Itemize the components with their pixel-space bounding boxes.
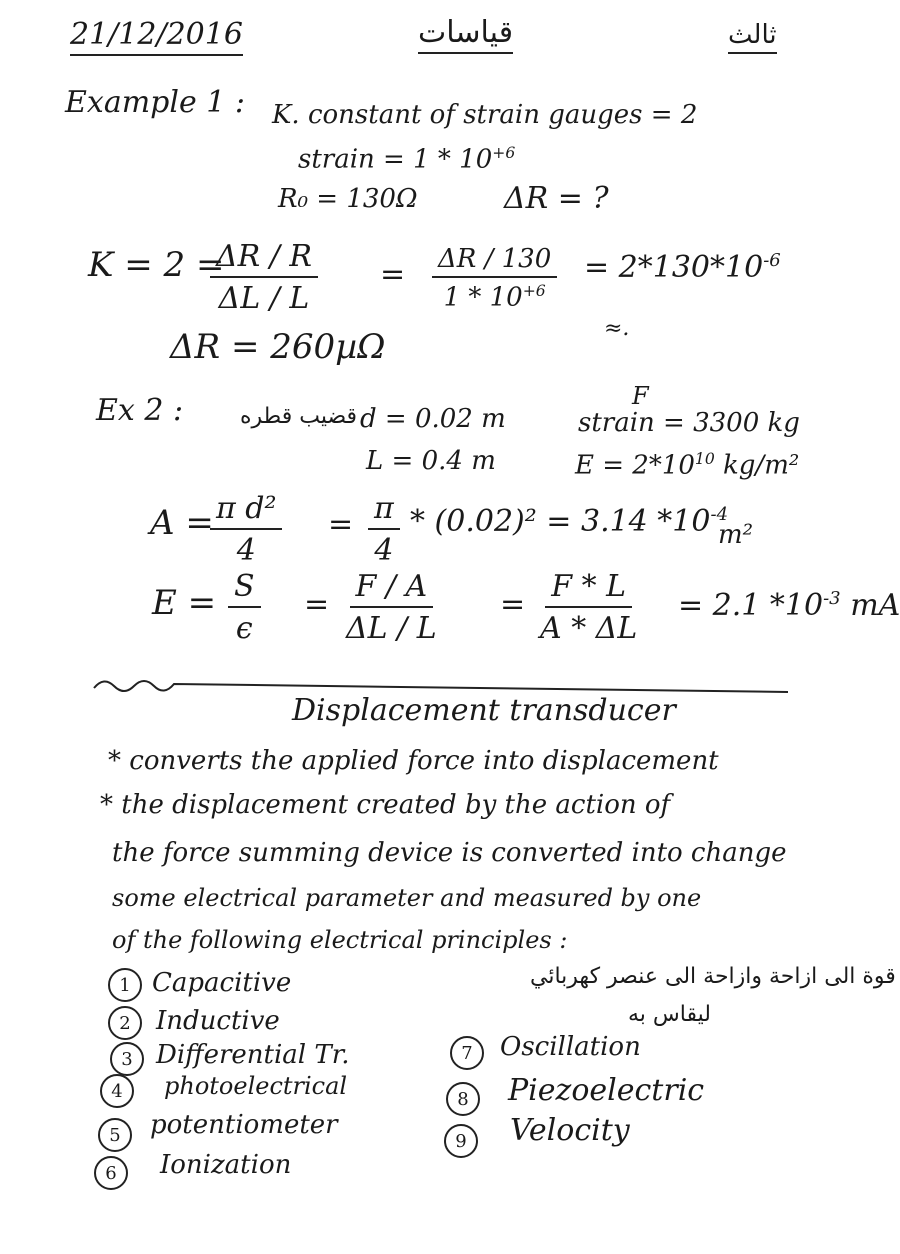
area-eq2: = (328, 507, 354, 542)
example1-line3b: ΔR = ? (504, 181, 609, 216)
modulus-lhs: E = (152, 583, 217, 623)
example2-d: d = 0.02 m (360, 404, 506, 434)
example2-strain: strain = 3300 kg (578, 408, 800, 438)
eq1-mark: ≈. (604, 316, 630, 341)
date: 21/12/2016 (70, 20, 243, 56)
corner-note: ثالث (728, 22, 777, 54)
modulus-f2-num: F / A (350, 572, 434, 608)
eq1-lhs: K = 2 = (88, 245, 225, 285)
list-item-label: Velocity (510, 1113, 630, 1148)
example2-F-label: F (632, 382, 649, 410)
eq1-f1-den: ΔL / L (218, 281, 310, 316)
section-line-5: of the following electrical principles : (112, 926, 568, 954)
section-arabic-2: ليقاس به (628, 1002, 711, 1027)
modulus-fraction-1 (228, 569, 261, 646)
modulus-fraction-3 (540, 569, 638, 646)
subject-title: قياسات (418, 18, 513, 54)
section-line-4: some electrical parameter and measured by one (112, 884, 702, 912)
list-item-number: 9 (444, 1124, 478, 1158)
eq1-eq2: = (380, 257, 406, 292)
example1-line1: K. constant of strain gauges = 2 (272, 100, 698, 130)
modulus-eq2: = (304, 587, 330, 622)
list-item-number: 6 (94, 1156, 128, 1190)
eq1-f2-num: ΔR / 130 (432, 246, 557, 278)
area-f2-den: 4 (374, 533, 394, 568)
modulus-f3-num: F * L (545, 572, 632, 608)
example2-label: Ex 2 : (96, 393, 184, 428)
modulus-fraction-2 (346, 569, 437, 646)
section-arabic-1: قوة الى ازاحة وازاحة الى عنصر كهربائي (530, 964, 896, 989)
example2-L: L = 0.4 m (366, 446, 496, 476)
example2-E: $E = 2*10^{10}$ kg/m² (575, 450, 800, 481)
modulus-rhs: = 2.1 $*10^{-3}$ mA (678, 588, 900, 623)
list-item-number: 8 (446, 1082, 480, 1116)
area-f2-num: π (368, 494, 400, 530)
list-item-label: Inductive (156, 1006, 280, 1036)
list-item-label: Capacitive (152, 968, 292, 998)
section-bullet-1: * converts the applied force into displacement (108, 746, 719, 776)
list-item-number: 7 (450, 1036, 484, 1070)
example1-line2: strain = $1 * 10^{+6}$ (298, 144, 516, 175)
area-fraction-1 (210, 491, 282, 568)
modulus-f1-num: S (228, 572, 261, 608)
list-item-number: 3 (110, 1042, 144, 1076)
list-item-label: Differential Tr. (156, 1040, 350, 1070)
list-item-number: 5 (98, 1118, 132, 1152)
eq1-fraction-1 (210, 239, 318, 316)
modulus-eq3: = (500, 587, 526, 622)
list-item-label: Piezoelectric (508, 1073, 705, 1108)
eq1-rhs: = $2*130*10^{-6}$ (584, 250, 781, 285)
list-item-label: Ionization (160, 1150, 292, 1180)
list-item-number: 2 (108, 1006, 142, 1040)
modulus-f3-den: A * ΔL (540, 611, 638, 646)
list-item-label: photoelectrical (164, 1072, 348, 1100)
eq1-f2-den: $1 * 10^{+6}$ (443, 282, 546, 313)
area-f1-den: 4 (236, 533, 256, 568)
example2-arabic-note: قضيب قطره (240, 404, 358, 429)
section-bullet-2: * the displacement created by the action of (100, 790, 671, 820)
list-item-label: Oscillation (500, 1032, 641, 1062)
section-title: Displacement transducer (292, 693, 676, 728)
list-item-number: 4 (100, 1074, 134, 1108)
area-rest: * (0.02)² = 3.14 $*10^{-4}$ (410, 504, 729, 539)
section-line-3: the force summing device is converted into change (112, 838, 787, 868)
list-item-number: 1 (108, 968, 142, 1002)
area-f1-num: π d² (210, 494, 282, 530)
area-lhs: A = (150, 503, 214, 543)
modulus-f1-den: ϵ (235, 611, 253, 646)
area-unit: m² (718, 520, 754, 550)
eq1-fraction-2 (432, 246, 557, 311)
example1-result: ΔR = 260µΩ (170, 327, 386, 367)
area-fraction-2 (368, 491, 400, 568)
eq1-f1-num: ΔR / R (210, 242, 318, 278)
example1-label: Example 1 : (65, 85, 245, 120)
list-item-label: potentiometer (150, 1110, 338, 1140)
modulus-f2-den: ΔL / L (346, 611, 437, 646)
example1-line3: R₀ = 130Ω (278, 184, 418, 214)
